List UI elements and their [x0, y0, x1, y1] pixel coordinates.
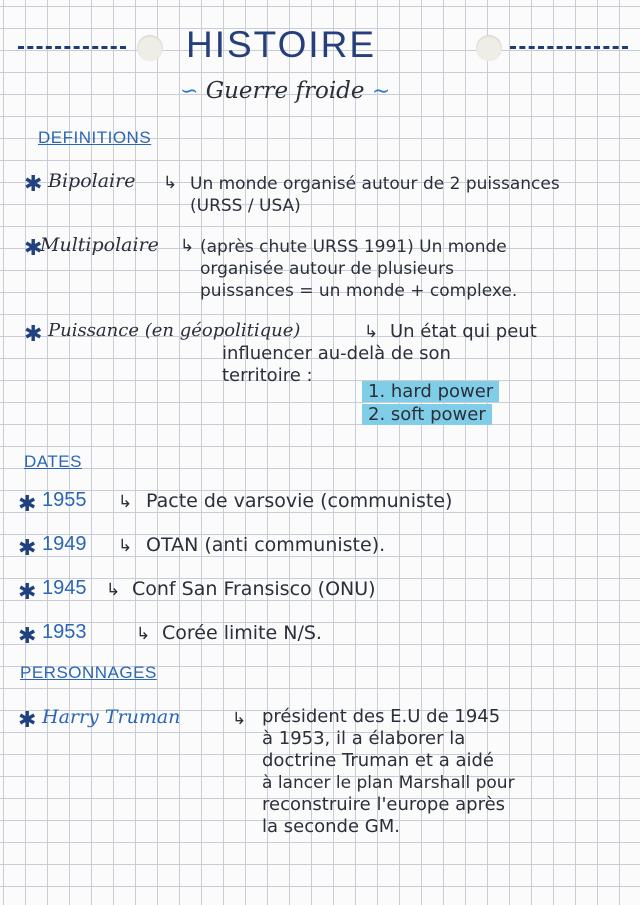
arrow-icon: ↳	[136, 624, 151, 644]
person-description-line: la seconde GM.	[262, 816, 400, 837]
bullet-star-icon: ✱	[18, 624, 37, 649]
definition-line: influencer au-delà de son	[222, 343, 451, 364]
bullet-star-icon: ✱	[18, 708, 37, 733]
definition-line: Un monde organisé autour de 2 puissances	[190, 174, 560, 194]
person-description-line: à 1953, il a élaborer la	[262, 728, 466, 749]
definition-line: territoire :	[222, 365, 313, 386]
highlight-hard-power: 1. hard power	[362, 381, 499, 402]
arrow-icon: ↳	[106, 580, 121, 600]
definition-term: Puissance (en géopolitique)	[48, 320, 301, 341]
bullet-star-icon: ✱	[24, 322, 43, 347]
bullet-star-icon: ✱	[24, 172, 43, 197]
header-dash-right	[510, 46, 628, 49]
header-dash-left	[18, 46, 126, 49]
arrow-icon: ↳	[180, 236, 195, 256]
date-event: Pacte de varsovie (communiste)	[146, 490, 453, 512]
date-year: 1955	[42, 489, 87, 511]
date-year: 1945	[42, 577, 87, 599]
punch-hole-right	[476, 35, 502, 61]
bullet-star-icon: ✱	[18, 580, 37, 605]
arrow-icon: ↳	[163, 173, 178, 193]
bullet-star-icon: ✱	[18, 536, 37, 561]
definition-line: puissances = un monde + complexe.	[200, 281, 518, 301]
definition-line: Un état qui peut	[390, 321, 537, 342]
definition-line: organisée autour de plusieurs	[200, 259, 455, 279]
section-heading-definitions: DEFINITIONS	[38, 128, 152, 147]
arrow-icon: ↳	[232, 709, 247, 729]
definition-term: Bipolaire	[48, 170, 136, 192]
person-name: Harry Truman	[42, 706, 181, 728]
person-description-line: à lancer le plan Marshall pour	[262, 773, 515, 793]
page-subtitle	[180, 78, 390, 104]
subtitle-text: Guerre froide	[205, 78, 365, 104]
page-title: HISTOIRE	[186, 24, 377, 65]
date-event: Corée limite N/S.	[162, 622, 322, 644]
section-heading-dates: DATES	[24, 452, 82, 471]
arrow-icon: ↳	[118, 492, 133, 512]
swirl-right-icon: ∼	[371, 79, 391, 104]
person-description-line: doctrine Truman et a aidé	[262, 750, 494, 771]
person-description-line: reconstruire l'europe après	[262, 794, 506, 815]
date-event: OTAN (anti communiste).	[146, 534, 386, 556]
date-year: 1953	[42, 621, 87, 643]
highlight-soft-power: 2. soft power	[362, 404, 492, 425]
section-heading-personnages: PERSONNAGES	[20, 663, 157, 682]
definition-term: Multipolaire	[40, 234, 159, 256]
power-item	[362, 381, 499, 403]
punch-hole-left	[137, 35, 163, 61]
definition-line: (après chute URSS 1991) Un monde	[200, 237, 507, 257]
definition-line: (URSS / USA)	[190, 196, 301, 216]
arrow-icon: ↳	[364, 322, 379, 342]
person-description-line: président des E.U de 1945	[262, 706, 501, 727]
bullet-star-icon: ✱	[18, 492, 37, 517]
arrow-icon: ↳	[118, 536, 133, 556]
date-event: Conf San Fransisco (ONU)	[132, 578, 376, 600]
bullet-star-icon: ✱	[24, 236, 43, 261]
power-item	[362, 404, 492, 426]
date-year: 1949	[42, 533, 87, 555]
swirl-left-icon: ∽	[180, 79, 199, 104]
